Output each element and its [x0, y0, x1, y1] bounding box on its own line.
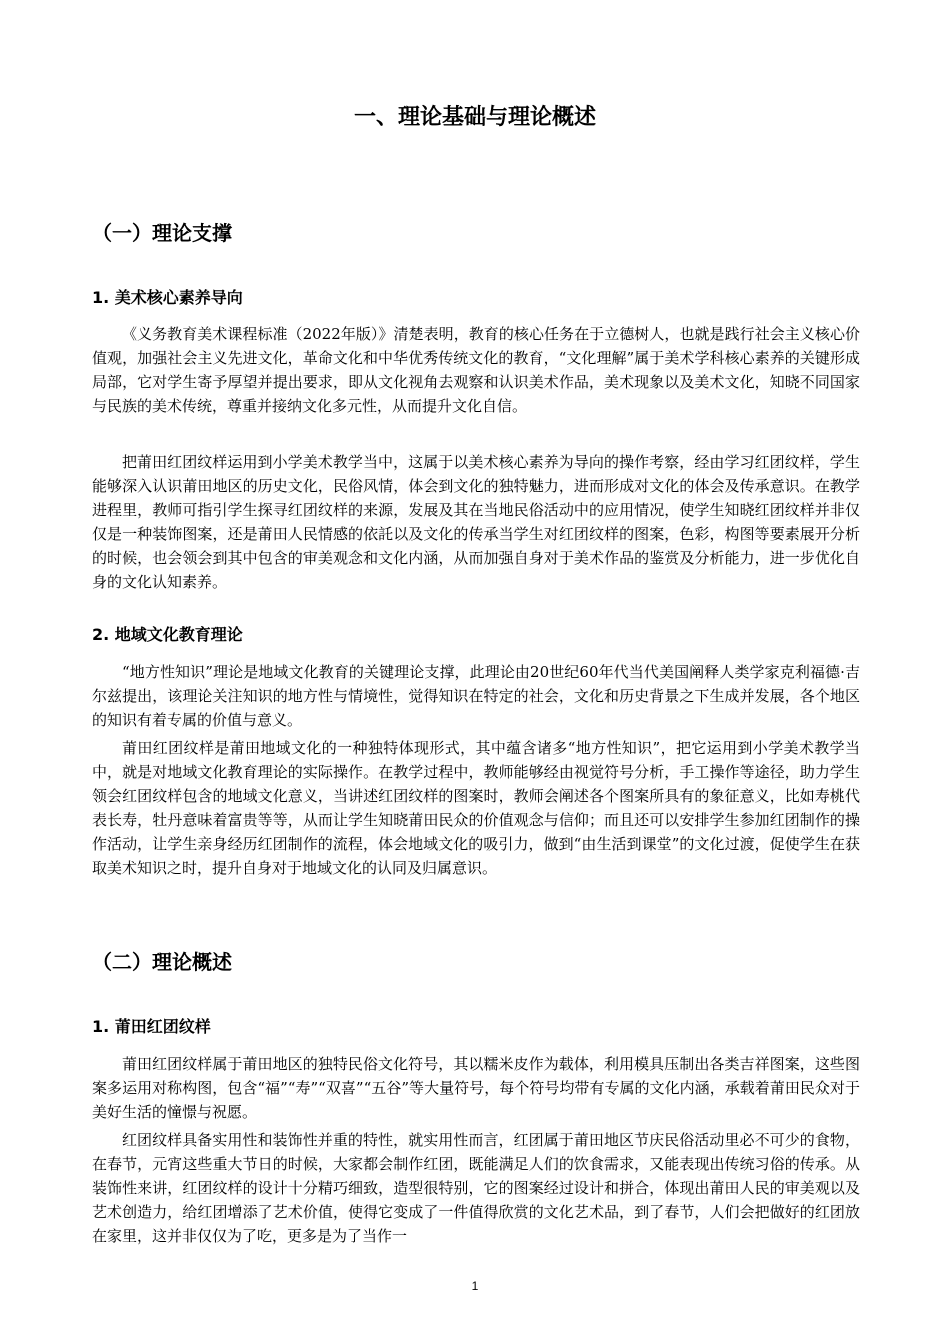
paragraph: 把莆田红团纹样运用到小学美术教学当中，这属于以美术核心素养为导向的操作考察，经由学习红团纹样，学生能够深入认识莆田地区的历史文化，民俗风情，体会到文化的独特魅力，进而形成对文化的体会及传承意识。在教学进程里，教师可指引学生探寻红团纹样的来源，发展及其在当地民俗活动中的应用情况，使学生知晓红团纹样并非仅仅是一种装饰图案，还是莆田人民情感的依託以及文化的传承当学生对红团纹样的图案，色彩，构图等要素展开分析的时候，也会领会到其中包含的审美观念和文化内涵，从而加强自身对于美术作品的鉴赏及分析能力，进一步优化自身的文化认知素养。 [92, 453, 860, 591]
section-heading-theory-support: （一）理论支撑 [92, 221, 232, 245]
subsection-heading-hongtuan-pattern: 1. 莆田红团纹样 [92, 1017, 211, 1036]
paragraph: 莆田红团纹样是莆田地域文化的一种独特体现形式，其中蕴含诸多“地方性知识”，把它运用到小学美术教学当中，就是对地域文化教育理论的实际操作。在教学过程中，教师能够经由视觉符号分析，手工操作等途径，助力学生领会红团纹样包含的地域文化意义，当讲述红团纹样的图案时，教师会阐述各个图案所具有的象征意义，比如寿桃代表长寿，牡丹意味着富贵等等，从而让学生知晓莆田民众的价值观念与信仰；而且还可以安排学生参加红团制作的操作活动，让学生亲身经历红团制作的流程，体会地域文化的吸引力，做到“由生活到课堂”的文化过渡，促使学生在获取美术知识之时，提升自身对于地域文化的认同及归属意识。 [92, 739, 860, 877]
paragraph: 《义务教育美术课程标准（2022年版）》清楚表明，教育的核心任务在于立德树人，也就是践行社会主义核心价值观，加强社会主义先进文化，革命文化和中华优秀传统文化的教育，“文化理解”属于美术学科核心素养的关键形成局部，它对学生寄予厚望并提出要求，即从文化视角去观察和认识美术作品，美术现象以及美术文化，知晓不同国家与民族的美术传统，尊重并接纳文化多元性，从而提升文化自信。 [92, 325, 860, 415]
page-number: 1 [471, 1279, 479, 1293]
subsection-heading-art-literacy: 1. 美术核心素养导向 [92, 288, 243, 307]
paragraph: “地方性知识”理论是地域文化教育的关键理论支撑，此理论由20世纪60年代当代美国阐释人类学家克利福德·吉尔兹提出，该理论关注知识的地方性与情境性，觉得知识在特定的社会，文化和历史背景之下生成并发展，各个地区的知识有着专属的价值与意义。 [92, 663, 860, 729]
section-heading-theory-overview: （二）理论概述 [92, 950, 232, 974]
paragraph: 红团纹样具备实用性和装饰性并重的特性，就实用性而言，红团属于莆田地区节庆民俗活动里必不可少的食物，在春节，元宵这些重大节日的时候，大家都会制作红团，既能满足人们的饮食需求，又能表现出传统习俗的传承。从装饰性来讲，红团纹样的设计十分精巧细致，造型很特别，它的图案经过设计和拼合，体现出莆田人民的审美观以及艺术创造力，给红团增添了艺术价值，使得它变成了一件值得欣赏的文化艺术品，到了春节，人们会把做好的红团放在家里，这并非仅仅为了吃，更多是为了当作一 [92, 1131, 860, 1245]
paragraph: 莆田红团纹样属于莆田地区的独特民俗文化符号，其以糯米皮作为载体，利用模具压制出各类吉祥图案，这些图案多运用对称构图，包含“福”“寿”“双喜”“五谷”等大量符号，每个符号均带有专属的文化内涵，承载着莆田民众对于美好生活的憧憬与祝愿。 [92, 1055, 860, 1121]
subsection-heading-regional-culture: 2. 地域文化教育理论 [92, 625, 243, 644]
page-title: 一、理论基础与理论概述 [353, 105, 596, 130]
